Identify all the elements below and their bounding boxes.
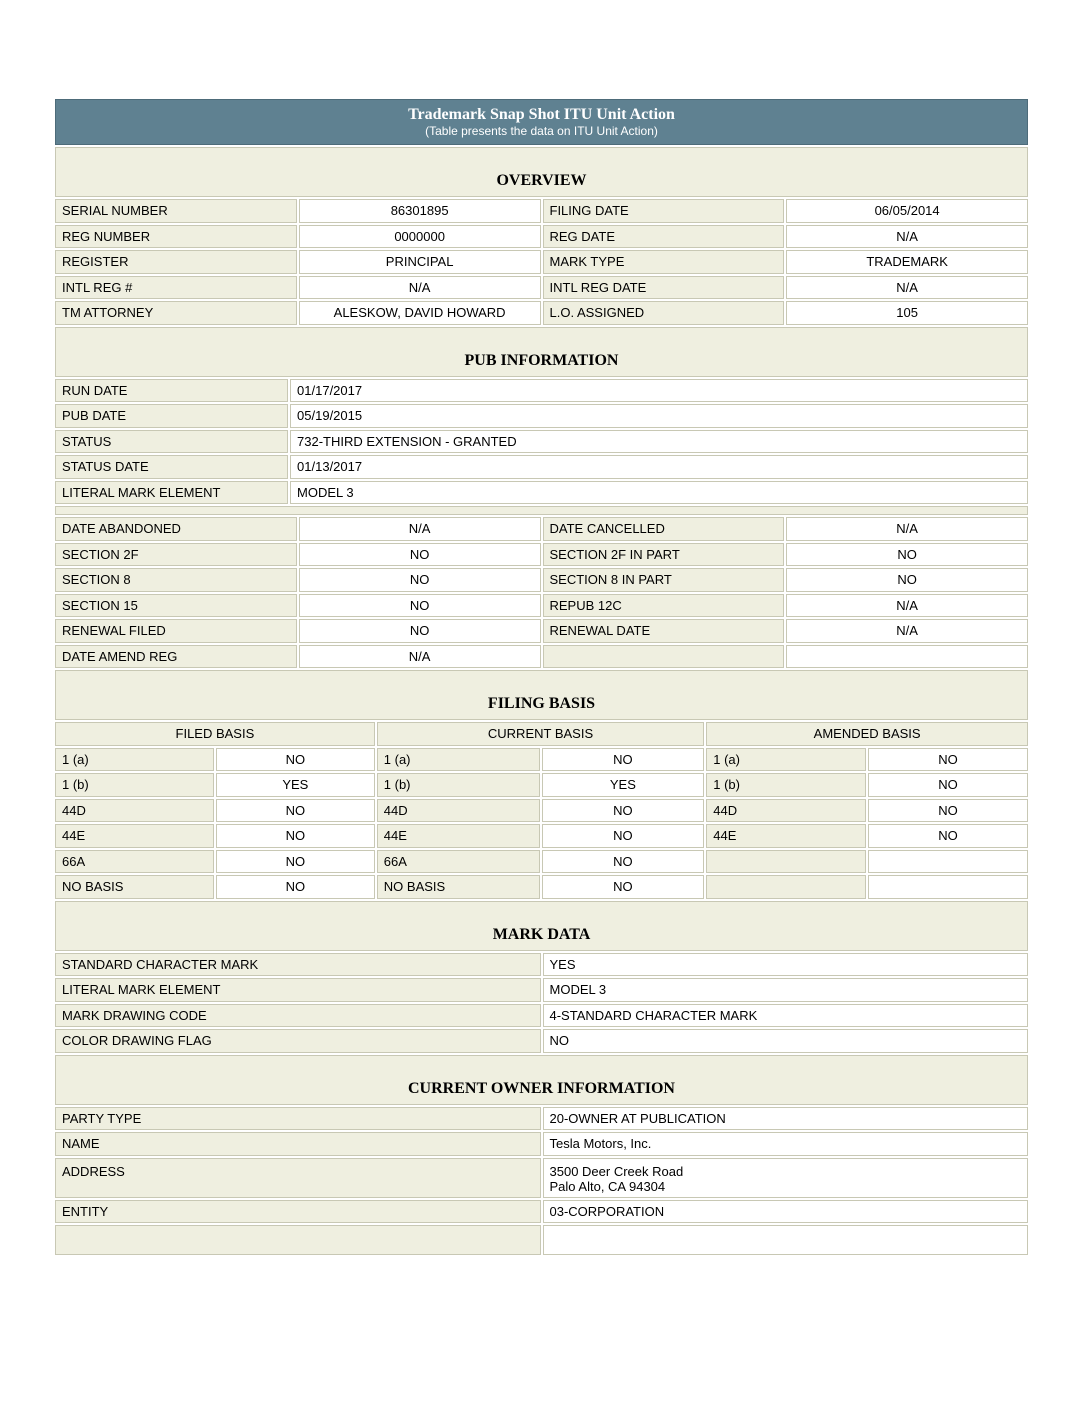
section-2f-part-value: NO [786,543,1028,567]
renewal-filed-value: NO [299,619,541,643]
amended-basis-header: AMENDED BASIS [706,722,1028,746]
basis-value: NO [868,748,1028,772]
trademark-snapshot-page [53,97,1030,1319]
basis-label: NO BASIS [55,875,214,899]
table-row [55,517,1028,541]
intl-reg-label: INTL REG # [55,276,297,300]
mark-data-heading: MARK DATA [55,901,1028,951]
serial-number-value: 86301895 [299,199,541,223]
intl-reg-date-value: N/A [786,276,1028,300]
page-subtitle: (Table presents the data on ITU Unit Action) [425,124,658,138]
table-row [55,225,1028,249]
repub-12c-label: REPUB 12C [543,594,785,618]
basis-label: 44E [55,824,214,848]
pub-info-table [53,325,1030,518]
empty-cell [786,645,1028,669]
address-label: ADDRESS [55,1158,541,1198]
basis-value: YES [542,773,705,797]
basis-label: 1 (a) [55,748,214,772]
table-row [55,1225,1028,1255]
section-spacer [55,506,1028,515]
page-header [55,99,1028,145]
reg-number-label: REG NUMBER [55,225,297,249]
header-table [53,97,1030,147]
date-cancelled-value: N/A [786,517,1028,541]
address-line-2: Palo Alto, CA 94304 [549,1178,666,1194]
table-row [55,1200,1028,1224]
current-basis-header: CURRENT BASIS [377,722,704,746]
address-line-1: 3500 Deer Creek Road [549,1163,684,1179]
table-row [55,568,1028,592]
pub-info-grid [53,515,1030,670]
table-row [55,379,1028,403]
basis-value: NO [216,824,375,848]
page-title: Trademark Snap Shot ITU Unit Action [408,106,675,123]
filing-date-value: 06/05/2014 [786,199,1028,223]
table-row [55,799,1028,823]
table-row [55,1158,1028,1198]
basis-value: NO [216,799,375,823]
section-2f-part-label: SECTION 2F IN PART [543,543,785,567]
date-abandoned-label: DATE ABANDONED [55,517,297,541]
run-date-value: 01/17/2017 [290,379,1028,403]
party-type-label: PARTY TYPE [55,1107,541,1131]
intl-reg-date-label: INTL REG DATE [543,276,785,300]
basis-label: 44D [377,799,540,823]
table-row [55,481,1028,505]
pub-info-heading: PUB INFORMATION [55,327,1028,377]
table-row [55,850,1028,874]
table-row [55,543,1028,567]
basis-value: NO [542,799,705,823]
basis-value: NO [216,850,375,874]
date-cancelled-label: DATE CANCELLED [543,517,785,541]
renewal-date-value: N/A [786,619,1028,643]
date-amend-reg-label: DATE AMEND REG [55,645,297,669]
literal-mark-element-value: MODEL 3 [543,978,1029,1002]
basis-value [868,850,1028,874]
basis-value [868,875,1028,899]
lo-assigned-label: L.O. ASSIGNED [543,301,785,325]
basis-label: 44E [706,824,866,848]
basis-label [706,850,866,874]
tm-attorney-value: ALESKOW, DAVID HOWARD [299,301,541,325]
entity-value: 03-CORPORATION [543,1200,1029,1224]
owner-table [53,1053,1030,1258]
section-8-part-label: SECTION 8 IN PART [543,568,785,592]
intl-reg-value: N/A [299,276,541,300]
status-label: STATUS [55,430,288,454]
register-label: REGISTER [55,250,297,274]
renewal-date-label: RENEWAL DATE [543,619,785,643]
basis-label: 44D [706,799,866,823]
table-row [55,276,1028,300]
table-row [55,404,1028,428]
table-row [55,1004,1028,1028]
name-value: Tesla Motors, Inc. [543,1132,1029,1156]
date-amend-reg-value: N/A [299,645,541,669]
empty-cell [55,1225,541,1255]
table-row [55,619,1028,643]
standard-character-mark-label: STANDARD CHARACTER MARK [55,953,541,977]
table-row [55,978,1028,1002]
basis-value: NO [216,875,375,899]
basis-label: 44E [377,824,540,848]
filing-basis-table [53,668,1030,901]
register-value: PRINCIPAL [299,250,541,274]
basis-label: 44D [55,799,214,823]
table-row [55,722,1028,746]
section-8-part-value: NO [786,568,1028,592]
table-row [55,1132,1028,1156]
table-row [55,953,1028,977]
color-drawing-flag-label: COLOR DRAWING FLAG [55,1029,541,1053]
basis-value: NO [542,875,705,899]
table-row [55,1107,1028,1131]
filing-date-label: FILING DATE [543,199,785,223]
table-row [55,748,1028,772]
section-8-value: NO [299,568,541,592]
mark-data-table [53,899,1030,1055]
name-label: NAME [55,1132,541,1156]
address-value [543,1158,1029,1198]
literal-mark-element-label: LITERAL MARK ELEMENT [55,978,541,1002]
run-date-label: RUN DATE [55,379,288,403]
basis-label: 1 (b) [706,773,866,797]
reg-number-value: 0000000 [299,225,541,249]
mark-drawing-code-label: MARK DRAWING CODE [55,1004,541,1028]
basis-label: 1 (a) [706,748,866,772]
mark-type-label: MARK TYPE [543,250,785,274]
basis-label [706,875,866,899]
repub-12c-value: N/A [786,594,1028,618]
serial-number-label: SERIAL NUMBER [55,199,297,223]
tm-attorney-label: TM ATTORNEY [55,301,297,325]
basis-label: 1 (a) [377,748,540,772]
section-15-label: SECTION 15 [55,594,297,618]
mark-drawing-code-value: 4-STANDARD CHARACTER MARK [543,1004,1029,1028]
basis-label: 66A [55,850,214,874]
section-2f-value: NO [299,543,541,567]
table-row [55,875,1028,899]
basis-value: NO [868,824,1028,848]
table-row [55,455,1028,479]
basis-value: NO [868,773,1028,797]
overview-heading: OVERVIEW [55,147,1028,197]
basis-value: NO [216,748,375,772]
section-15-value: NO [299,594,541,618]
section-2f-label: SECTION 2F [55,543,297,567]
basis-value: NO [542,850,705,874]
basis-value: NO [542,748,705,772]
reg-date-label: REG DATE [543,225,785,249]
section-8-label: SECTION 8 [55,568,297,592]
basis-value: YES [216,773,375,797]
table-row [55,773,1028,797]
table-row [55,594,1028,618]
literal-mark-value: MODEL 3 [290,481,1028,505]
table-row [55,1029,1028,1053]
pub-date-value: 05/19/2015 [290,404,1028,428]
basis-value: NO [542,824,705,848]
basis-value: NO [868,799,1028,823]
basis-label: 1 (b) [55,773,214,797]
literal-mark-label: LITERAL MARK ELEMENT [55,481,288,505]
table-row [55,824,1028,848]
status-value: 732-THIRD EXTENSION - GRANTED [290,430,1028,454]
date-abandoned-value: N/A [299,517,541,541]
basis-label: NO BASIS [377,875,540,899]
basis-label: 66A [377,850,540,874]
overview-table [53,145,1030,327]
owner-heading: CURRENT OWNER INFORMATION [55,1055,1028,1105]
mark-type-value: TRADEMARK [786,250,1028,274]
table-row [55,645,1028,669]
entity-label: ENTITY [55,1200,541,1224]
basis-label: 1 (b) [377,773,540,797]
filed-basis-header: FILED BASIS [55,722,375,746]
empty-cell [543,1225,1029,1255]
empty-cell [543,645,785,669]
status-date-value: 01/13/2017 [290,455,1028,479]
color-drawing-flag-value: NO [543,1029,1029,1053]
status-date-label: STATUS DATE [55,455,288,479]
party-type-value: 20-OWNER AT PUBLICATION [543,1107,1029,1131]
renewal-filed-label: RENEWAL FILED [55,619,297,643]
filing-basis-heading: FILING BASIS [55,670,1028,720]
table-row [55,250,1028,274]
table-row [55,430,1028,454]
lo-assigned-value: 105 [786,301,1028,325]
table-row [55,199,1028,223]
pub-date-label: PUB DATE [55,404,288,428]
standard-character-mark-value: YES [543,953,1029,977]
reg-date-value: N/A [786,225,1028,249]
table-row [55,301,1028,325]
